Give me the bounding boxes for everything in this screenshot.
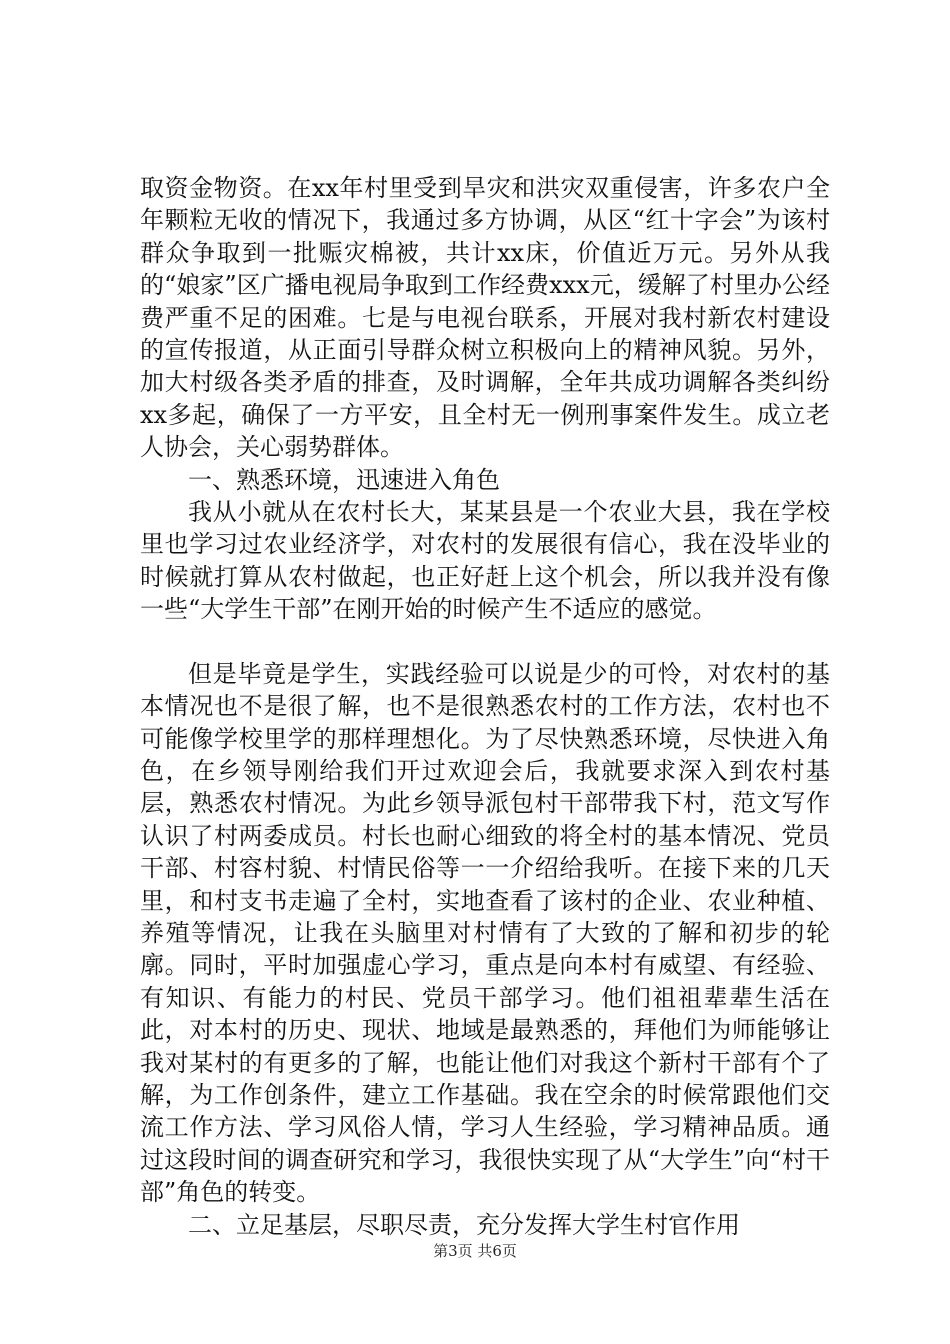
body-text <box>140 172 830 1241</box>
section-heading-2: 二、立足基层，尽职尽责，充分发挥大学生村官作用 <box>188 1210 740 1239</box>
paragraph-gap <box>140 626 830 658</box>
section-heading-1: 一、熟悉环境，迅速进入角色 <box>188 465 500 494</box>
page-footer: 第3页 共6页 <box>433 1242 517 1260</box>
paragraph: 但是毕竟是学生，实践经验可以说是少的可怜，对农村的基本情况也不是很了解，也不是很熟悉农村的工作方法，农村也不可能像学校里学的那样理想化。为了尽快熟悉环境，尽快进入角色，在乡领导刚给我们开过欢迎会后，我就要求深入到农村基层，熟悉农村情况。为此乡领导派包村干部带我下村，范文写作认识了村两委成员。村长也耐心细致的将全村的基本情况、党员干部、村容村貌、村情民俗等一一介绍给我听。在接下来的几天里，和村支书走遍了全村，实地查看了该村的企业、农业种植、养殖等情况，让我在头脑里对村情有了大致的了解和初步的轮廓。同时，平时加强虚心学习，重点是向本村有威望、有经验、有知识、有能力的村民、党员干部学习。他们祖祖辈辈生活在此，对本村的历史、现状、地域是最熟悉的，拜他们为师能够让我对某村的有更多的了解，也能让他们对我这个新村干部有个了解，为工作创条件，建立工作基础。我在空余的时候常跟他们交流工作方法、学习风俗人情，学习人生经验，学习精神品质。通过这段时间的调查研究和学习，我很快实现了从“大学生”向“村干部”角色的转变。 <box>140 659 830 1207</box>
paragraph-continued: 取资金物资。在xx年村里受到旱灾和洪灾双重侵害，许多农户全年颗粒无收的情况下，我通过多方协调，从区“红十字会”为该村群众争取到一批赈灾棉被，共计xx床，价值近万元。另外从我的“娘家”区广播电视局争取到工作经费xxx元，缓解了村里办公经费严重不足的困难。七是与电视台联系，开展对我村新农村建设的宣传报道，从正面引导群众树立积极向上的精神风貌。另外，加大村级各类矛盾的排查，及时调解，全年共成功调解各类纠纷xx多起，确保了一方平安，且全村无一例刑事案件发生。成立老人协会，关心弱势群体。 <box>140 174 830 462</box>
paragraph: 我从小就从在农村长大，某某县是一个农业大县，我在学校里也学习过农业经济学，对农村的发展很有信心，我在没毕业的时候就打算从农村做起，也正好赶上这个机会，所以我并没有像一些“大学生干部”在刚开始的时候产生不适应的感觉。 <box>140 498 830 624</box>
